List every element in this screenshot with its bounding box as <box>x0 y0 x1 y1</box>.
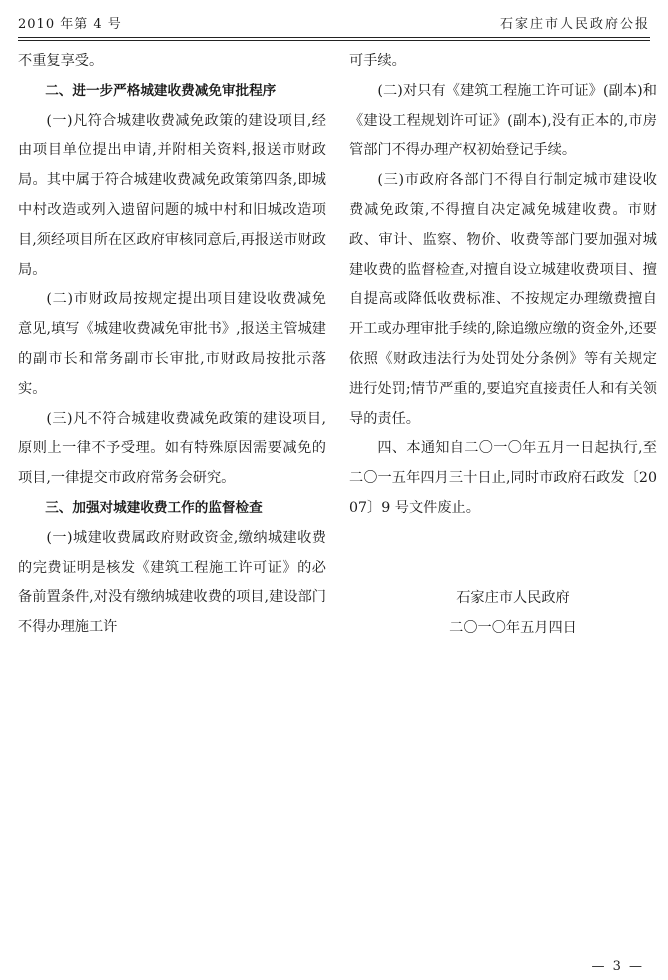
paragraph-3-1: (一)城建收费属政府财政资金,缴纳城建收费的完费证明是核发《建筑工程施工许可证》的必备前置条件,对没有缴纳城建收费的项目,建设部门不得办理施工许 <box>18 529 326 636</box>
paragraph-3-2: (二)对只有《建筑工程施工许可证》(副本)和《建设工程规划许可证》(副本),没有正本的,市房管部门不得办理产权初始登记手续。 <box>349 82 657 159</box>
header-rule-thin <box>18 40 650 41</box>
paragraph-3-3: (三)市政府各部门不得自行制定城市建设收费减免政策,不得擅自决定减免城建收费。市财政、审计、监察、物价、收费等部门要加强对城建收费的监督检查,对擅自设立城建收费项目、擅自提高或降低收费标准、不按规定办理缴费擅自开工或办理审批手续的,除追缴应缴的资金外,还要依照《财政违法行为处罚处分条例》等有关规定进行处罚;情节严重的,要追究直接责任人和有关领导的责任。 <box>349 172 657 427</box>
signature-issuer: 石家庄市人民政府 <box>456 589 570 606</box>
signature-spacer <box>349 524 657 584</box>
left-column <box>18 47 326 643</box>
paragraph-2-3: (三)凡不符合城建收费减免政策的建设项目,原则上一律不予受理。如有特殊原因需要减免的项目,一律提交市政府常务会研究。 <box>18 410 326 487</box>
right-column <box>349 47 657 643</box>
page-number: — 3 — <box>591 959 644 974</box>
paragraph-2-1: (一)凡符合城建收费减免政策的建设项目,经由项目单位提出申请,并附相关资料,报送市财政局。其中属于符合城建收费减免政策第四条,即城中村改造或列入遗留问题的城中村和旧城改造项目,须经项目所在区政府审核同意后,再报送市财政局。 <box>18 112 326 278</box>
paragraph-2-2: (二)市财政局按规定提出项目建设收费减免意见,填写《城建收费减免审批书》,报送主管城建的副市长和常务副市长审批,市财政局按批示落实。 <box>18 291 326 397</box>
paragraph-4: 四、本通知自二〇一〇年五月一日起执行,至二〇一五年四月三十日止,同时市政府石政发〔2007〕9 号文件废止。 <box>349 440 657 516</box>
publication-title: 石家庄市人民政府公报 <box>499 17 650 32</box>
running-header <box>18 14 650 36</box>
paragraph-continued-right: 可手续。 <box>349 53 406 69</box>
signature-date: 二〇一〇年五月四日 <box>449 619 577 636</box>
header-rule <box>18 37 650 38</box>
section-heading-2: 二、进一步严格城建收费减免审批程序 <box>45 82 277 99</box>
section-heading-3: 三、加强对城建收费工作的监督检查 <box>45 499 263 516</box>
paragraph-continued: 不重复享受。 <box>18 53 104 69</box>
issue-label: 2010 年第 4 号 <box>18 17 122 32</box>
